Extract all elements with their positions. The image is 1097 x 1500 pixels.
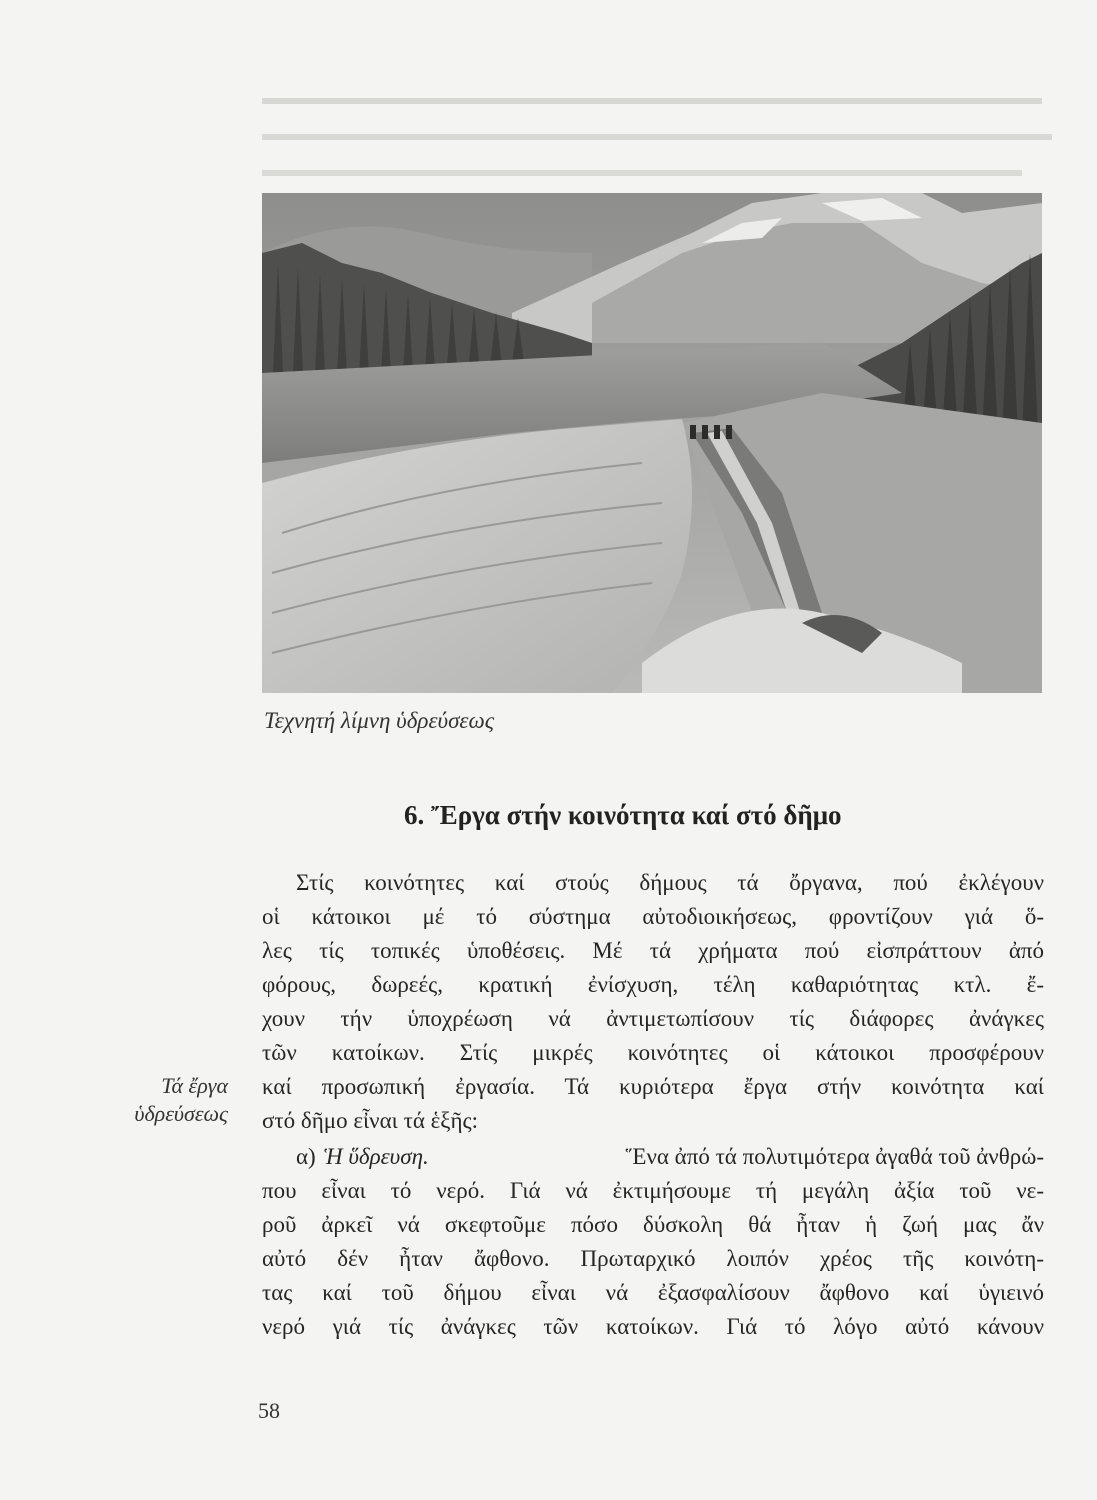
reservoir-illustration — [262, 193, 1042, 693]
body-line: φόρους, δωρεές, κρατική ἐνίσχυση, τέλη καθαριότητας κτλ. ἔ- — [262, 972, 1044, 997]
body-line: χουν τήν ὑποχρέωση νά ἀντιμετωπίσουν τίς διάφορες ἀνάγκες — [262, 1006, 1044, 1031]
bleed-through-lines — [262, 88, 1052, 198]
body-line: τῶν κατοίκων. Στίς μικρές κοινότητες οἱ κάτοικοι προσφέρουν — [262, 1040, 1044, 1065]
page-number: 58 — [258, 1398, 280, 1423]
body-line: οἱ κάτοικοι μέ τό σύστημα αὐτοδιοικήσεως, φροντίζουν γιά ὅ- — [262, 904, 1044, 929]
body-line: λες τίς τοπικές ὑποθέσεις. Μέ τά χρήματα πού εἰσπράττουν ἀπό — [262, 938, 1044, 963]
body-line: αὐτό δέν ἦταν ἄφθονο. Πρωταρχικό λοιπόν χρέος τῆς κοινότη- — [262, 1246, 1044, 1271]
body-line: καί προσωπική ἐργασία. Τά κυριότερα ἔργα στήν κοινότητα καί — [262, 1074, 1044, 1099]
body-line: στό δῆμο εἶναι τά ἑξῆς: — [262, 1108, 479, 1133]
margin-note-line-2: ὑδρεύσεως — [134, 1101, 228, 1126]
body-line: τας καί τοῦ δήμου εἶναι νά ἐξασφαλίσουν ἄφθονο καί ὑγιεινό — [262, 1280, 1044, 1305]
item-a-first-text: Ἕνα ἀπό τά πολυτιμότερα ἀγαθά τοῦ ἀνθρώ- — [625, 1144, 1044, 1169]
margin-note-line-1: Τά ἔργα — [161, 1073, 228, 1098]
section-heading: 6. Ἔργα στήν κοινότητα καί στό δῆμο — [404, 800, 842, 830]
figure-caption: Τεχνητή λίμνη ὑδρεύσεως — [264, 708, 495, 733]
body-line: που εἶναι τό νερό. Γιά νά ἐκτιμήσουμε τή μεγάλη ἀξία τοῦ νε- — [262, 1178, 1044, 1203]
item-a-title: Ἡ ὕδρευση. — [323, 1144, 429, 1169]
item-a-first-line — [296, 1142, 1044, 1172]
item-a-label: α) — [296, 1144, 316, 1169]
reservoir-painting — [262, 193, 1042, 693]
bleed-through — [262, 88, 1052, 209]
body-line: νερό γιά τίς ἀνάγκες τῶν κατοίκων. Γιά τό λόγο αὐτό κάνουν — [262, 1314, 1044, 1339]
body-line: Στίς κοινότητες καί στούς δήμους τά ὄργανα, πού ἐκλέγουν — [296, 870, 1044, 895]
body-line: ροῦ ἀρκεῖ νά σκεφτοῦμε πόσο δύσκολη θά ἦταν ἡ ζωή μας ἄν — [262, 1212, 1044, 1237]
